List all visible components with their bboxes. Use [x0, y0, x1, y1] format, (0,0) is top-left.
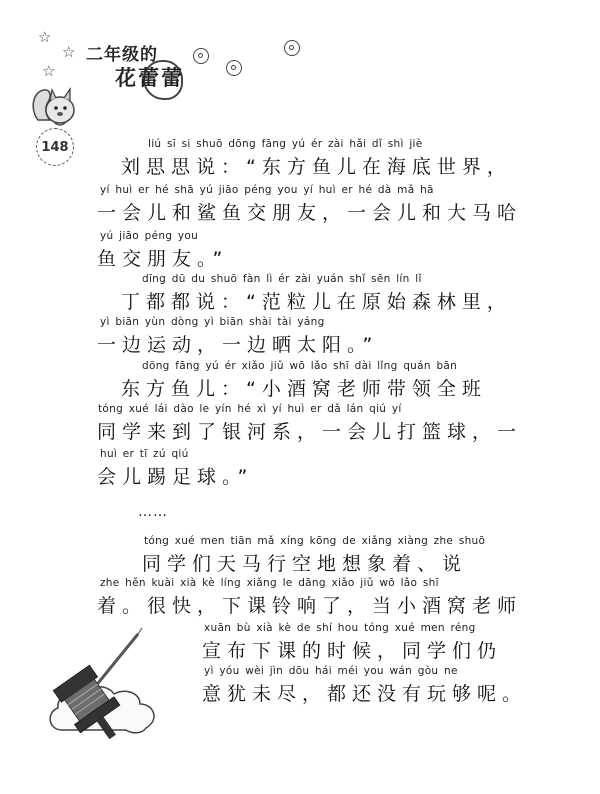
flower-icon [284, 40, 300, 56]
pinyin-line-4: dīng dū du shuō fàn lì ér zài yuán shǐ sēn lín lǐ [142, 273, 422, 285]
pinyin-line-6: dōng fāng yú ér xiǎo jiǔ wō lǎo shī dài lǐng quán bān [142, 360, 458, 372]
hanzi-line-2: 一会儿和鲨鱼交朋友，一会儿和大马哈 [97, 202, 523, 224]
hanzi-line-8: 会儿踢足球。” [97, 466, 254, 488]
hanzi-line-12: 意犹未尽，都还没有玩够呢。 [202, 683, 528, 705]
hanzi-line-9: 同学们天马行空地想象着、说 [142, 553, 468, 575]
book-title-line2: 花蕾蕾 [115, 65, 184, 90]
pinyin-line-5: yì biān yùn dòng yì biān shài tài yáng [100, 316, 325, 328]
pinyin-line-10: zhe hěn kuài xià kè líng xiǎng le dāng xiǎo jiǔ wō lǎo shī [100, 577, 439, 589]
book-title-line1: 二年级的 [86, 45, 158, 65]
flower-icon [193, 48, 209, 64]
hanzi-line-4: 丁都都说：“范粒儿在原始森林里， [121, 291, 512, 313]
hanzi-line-10: 着。很快，下课铃响了，当小酒窝老师 [97, 595, 523, 617]
hanzi-line-6: 东方鱼儿：“小酒窝老师带领全班 [121, 378, 487, 400]
pinyin-line-9: tóng xué men tiān mǎ xíng kōng de xiǎng xiàng zhe shuō [144, 535, 486, 547]
pinyin-line-2: yí huì er hé shā yú jiāo péng you yí huì er hé dà mǎ hā [100, 184, 434, 196]
pinyin-line-1: liú sī si shuō dōng fāng yú ér zài hǎi dǐ shì jiè [148, 138, 423, 150]
star-icon: ☆ [38, 28, 52, 46]
page-number: 148 [41, 139, 69, 155]
star-icon: ☆ [62, 43, 76, 61]
hanzi-line-5: 一边运动，一边晒太阳。” [97, 334, 379, 356]
star-icon: ☆ [42, 62, 56, 80]
hanzi-line-3: 鱼交朋友。” [97, 248, 229, 270]
pinyin-line-3: yú jiāo péng you [100, 230, 199, 242]
hanzi-line-11: 宣布下课的时候，同学们仍 [202, 640, 503, 662]
hanzi-line-1: 刘思思说：“东方鱼儿在海底世界， [121, 156, 512, 178]
hanzi-line-7: 同学来到了银河系，一会儿打篮球，一 [97, 421, 523, 443]
pinyin-line-11: xuān bù xià kè de shí hou tóng xué men réng [204, 622, 476, 634]
ellipsis: …… [138, 504, 168, 520]
spindle-illustration-icon [42, 612, 192, 742]
page-number-badge [36, 128, 74, 166]
pinyin-line-7: tóng xué lái dào le yín hé xì yí huì er dǎ lán qiú yí [98, 403, 402, 415]
flower-icon [226, 60, 242, 76]
pinyin-line-8: huì er tī zú qiú [100, 448, 189, 460]
squirrel-mascot-icon [28, 80, 84, 132]
pinyin-line-12: yì yóu wèi jìn dōu hái méi you wán gòu ne [204, 665, 458, 677]
